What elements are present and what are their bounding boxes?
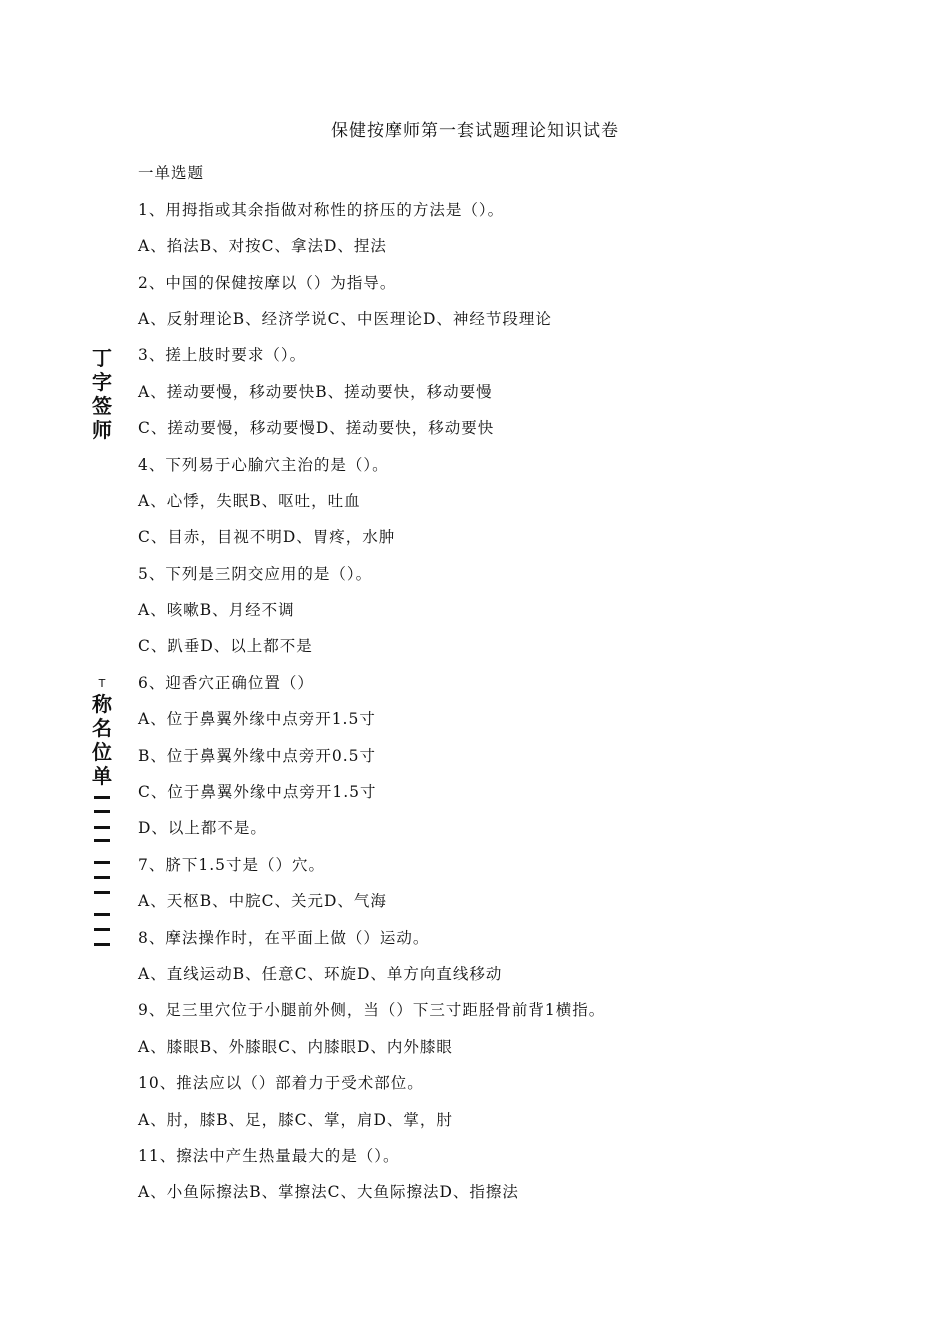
side-char: 丁: [92, 346, 112, 370]
section-heading: 一单选题: [138, 164, 205, 182]
option-text: C、搓动要慢，移动要慢D、搓动要快，移动要快: [138, 419, 495, 437]
side-char: 称: [92, 692, 112, 716]
option-text: C、趴垂D、以上都不是: [138, 637, 313, 655]
option-text: A、搓动要慢，移动要快B、搓动要快，移动要慢: [138, 383, 493, 401]
question-text: 6、迎香穴正确位置（）: [138, 674, 314, 692]
option-text: B、位于鼻翼外缘中点旁开0.5寸: [138, 747, 377, 765]
side-char: T: [98, 677, 106, 690]
option-text: A、咳嗽B、月经不调: [138, 601, 295, 619]
question-text: 3、搓上肢时要求（）。: [138, 346, 307, 364]
side-char: 位: [92, 740, 112, 764]
side-char: 名: [92, 716, 112, 740]
question-text: 7、脐下1.5寸是（）穴。: [138, 856, 326, 874]
side-char: 师: [92, 418, 112, 442]
question-text: 4、下列易于心腧穴主治的是（）。: [138, 456, 389, 474]
side-char: 字: [92, 370, 112, 394]
exam-title: 保健按摩师第一套试题理论知识试卷: [331, 121, 619, 141]
option-text: A、直线运动B、任意C、环旋D、单方向直线移动: [138, 965, 503, 983]
option-text: C、位于鼻翼外缘中点旁开1.5寸: [138, 783, 377, 801]
option-text: A、位于鼻翼外缘中点旁开1.5寸: [138, 710, 376, 728]
question-text: 5、下列是三阴交应用的是（）。: [138, 565, 373, 583]
option-text: D、以上都不是。: [138, 819, 267, 837]
question-text: 1、用拇指或其余指做对称性的挤压的方法是（）。: [138, 201, 505, 219]
option-text: A、反射理论B、经济学说C、中医理论D、神经节段理论: [138, 310, 552, 328]
option-text: A、小鱼际擦法B、掌擦法C、大鱼际擦法D、指擦法: [138, 1183, 519, 1201]
option-text: A、掐法B、对按C、拿法D、捏法: [138, 237, 387, 255]
option-text: A、膝眼B、外膝眼C、内膝眼D、内外膝眼: [138, 1038, 453, 1056]
option-text: C、目赤，目视不明D、胃疼，水肿: [138, 528, 396, 546]
question-text: 10、推法应以（）部着力于受术部位。: [138, 1074, 424, 1092]
side-char: 单: [92, 764, 112, 788]
option-text: A、肘，膝B、足，膝C、掌，肩D、掌，肘: [138, 1111, 453, 1129]
question-text: 11、擦法中产生热量最大的是（）。: [138, 1147, 400, 1165]
question-text: 9、足三里穴位于小腿前外侧，当（）下三寸距胫骨前背1横指。: [138, 1001, 606, 1019]
option-text: A、心悸，失眠B、呕吐，吐血: [138, 492, 361, 510]
option-text: A、天枢B、中脘C、关元D、气海: [138, 892, 387, 910]
question-text: 2、中国的保健按摩以（）为指导。: [138, 274, 397, 292]
side-char: 签: [92, 394, 112, 418]
question-text: 8、摩法操作时，在平面上做（）运动。: [138, 929, 430, 947]
